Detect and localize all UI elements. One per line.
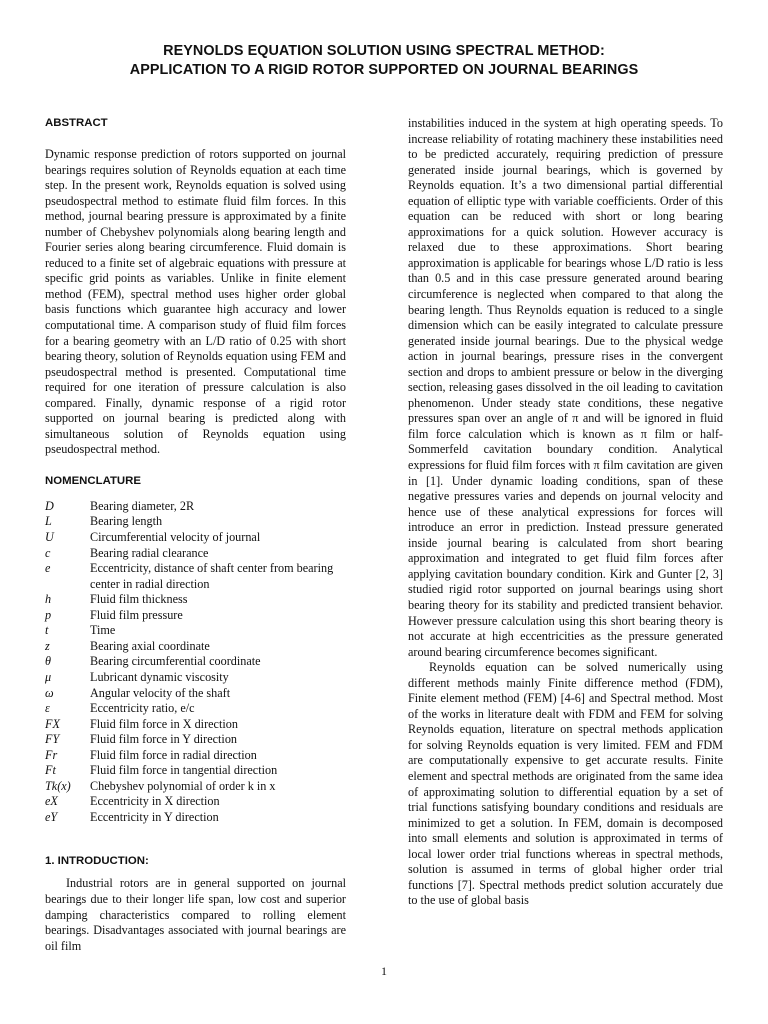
nomenclature-description: Eccentricity in X direction — [90, 794, 220, 809]
nomenclature-symbol: D — [45, 498, 54, 513]
nomenclature-description: Time — [90, 623, 116, 638]
nomenclature-symbol: t — [45, 623, 49, 638]
nomenclature-description: Bearing diameter, 2R — [90, 498, 195, 513]
nomenclature-heading: NOMENCLATURE — [45, 474, 141, 487]
nomenclature-row — [45, 530, 346, 546]
introduction-paragraph-2: Reynolds equation can be solved numerically using different methods mainly Finite difference method (FDM), Finite element method (FEM) [4-6] and Spectral method. Most of the works in literature dealt with FDM and FEM for solving Reynolds equation, literature on spectral methods application for solving Reynolds equation is very limited. FEM and FDM are computationally expensive to get accurate results. Finite element and spectral methods are originated from the same idea of approximating solution to differential equation by a set of trial functions satisfying boundary conditions and residuals are minimized to get a solution. In FEM, domain is decomposed into small elements and solution is approximated in terms of local lower order trial functions whereas in spectral methods, solution is assumed in terms of global higher order trial functions [7]. Spectral methods predict solution accurately due to the use of global basis — [408, 660, 723, 908]
nomenclature-row — [45, 499, 346, 515]
nomenclature-symbol: μ — [45, 669, 52, 684]
nomenclature-symbol: Tk(x) — [45, 778, 71, 793]
nomenclature-symbol: L — [45, 514, 52, 529]
nomenclature-row — [45, 794, 346, 810]
nomenclature-description: Eccentricity in Y direction — [90, 809, 219, 824]
nomenclature-row — [45, 748, 346, 764]
nomenclature-symbol: e — [45, 561, 51, 576]
nomenclature-symbol: p — [45, 607, 52, 622]
nomenclature-list — [45, 499, 346, 825]
nomenclature-description: Lubricant dynamic viscosity — [90, 669, 229, 684]
right-column — [408, 116, 723, 909]
nomenclature-row — [45, 623, 346, 639]
introduction-paragraph-1-continued: instabilities induced in the system at high operating speeds. To increase reliability of rotating machinery these instabilities need to be predicted accurately, requiring prediction of pressure generated inside journal bearings, which is governed by Reynolds equation. It’s a two dimensional partial differential equation of elliptic type with variable coefficients. Order of this equation can be reduced with short or long bearing approximations for a quick solution. However accuracy is relaxed due to these approximations. Short bearing approximation is applicable for bearings whose L/D ratio is less than 0.5 and in this case pressure generated around bearing circumference is neglected when compared to that along the bearing length. Thus Reynolds equation is reduced to a single dimension which can be easily integrated to calculate pressure generated inside journal bearings. Due to the physical wedge action in journal bearings, pressure rises in the convergent section and drops to ambient pressure or below in the diverging section, releasing gases dissolved in the oil leading to cavitation phenomenon. Under steady state conditions, these negative pressures span over an angle of π and will be ignored in fluid film force calculation which is known as π film or half- Sommerfeld cavitation boundary condition. Analytical expressions for fluid film forces with π film cavitation are given in [1]. Under dynamic loading conditions, span of these negative pressures varies and depends on journal velocity and hence use of these analytical expressions for forces will introduce an error in prediction. Instead pressure generated inside journal bearing is calculated from short bearing approximation and integrated to get fluid film forces after applying cavitation boundary condition. Kirk and Gunter [2, 3] studied rigid rotor supported on journal bearings using short bearing theory for its stability and predicted transient behavior. However pressure calculation using this short bearing theory is not accurate at high eccentricities as the pressure generated around bearing circumference becomes significant. — [408, 116, 723, 659]
nomenclature-description: Fluid film force in radial direction — [90, 747, 257, 762]
nomenclature-symbol: h — [45, 592, 52, 607]
nomenclature-row — [45, 514, 346, 530]
nomenclature-symbol: eX — [45, 794, 58, 809]
nomenclature-description: Circumferential velocity of journal — [90, 530, 261, 545]
nomenclature-symbol: FX — [45, 716, 60, 731]
nomenclature-description: Eccentricity, distance of shaft center from bearing center in radial direction — [90, 561, 334, 591]
nomenclature-symbol: θ — [45, 654, 51, 669]
nomenclature-symbol: c — [45, 545, 51, 560]
nomenclature-description: Fluid film force in X direction — [90, 716, 238, 731]
title-line-1: REYNOLDS EQUATION SOLUTION USING SPECTRAL METHOD: — [163, 43, 605, 59]
nomenclature-row — [45, 810, 346, 826]
nomenclature-description: Chebyshev polynomial of order k in x — [90, 778, 276, 793]
introduction-heading: 1. INTRODUCTION: — [45, 855, 149, 868]
nomenclature-row — [45, 561, 346, 592]
nomenclature-row — [45, 779, 346, 795]
nomenclature-row — [45, 732, 346, 748]
nomenclature-description: Fluid film thickness — [90, 592, 188, 607]
nomenclature-row — [45, 546, 346, 562]
nomenclature-description: Eccentricity ratio, e/c — [90, 701, 195, 716]
nomenclature-description: Angular velocity of the shaft — [90, 685, 231, 700]
nomenclature-symbol: Fr — [45, 747, 58, 762]
nomenclature-symbol: FY — [45, 732, 60, 747]
nomenclature-description: Bearing length — [90, 514, 163, 529]
nomenclature-row — [45, 639, 346, 655]
nomenclature-row — [45, 608, 346, 624]
abstract-text: Dynamic response prediction of rotors supported on journal bearings requires solution of Reynolds equation at each time step. In the present work, Reynolds equation is solved using pseudospectral method to estimate fluid film forces. In this method, journal bearing pressure is approximated by a finite number of Chebyshev polynomials along bearing length and Fourier series along bearing circumference. Fluid domain is reduced to a finite set of algebraic equations with pressure at specific grid points as variables. Unlike in finite element method (FEM), spectral method uses higher order global basis functions which guarantee high accuracy and lower computational time. A comparison study of fluid film forces for a bearing geometry with an L/D ratio of 0.25 with short bearing theory, solution of Reynolds equation using FEM and pseudospectral method is presented. Computational time required for one iteration of pressure calculation is also compared. Finally, dynamic response of a rigid rotor supported on journal bearing is predicted along with simultaneous solution of Reynolds equation using pseudospectral method. — [45, 147, 346, 457]
nomenclature-row — [45, 686, 346, 702]
nomenclature-description: Fluid film force in tangential direction — [90, 763, 278, 778]
nomenclature-symbol: ω — [45, 685, 54, 700]
nomenclature-row — [45, 763, 346, 779]
nomenclature-symbol: U — [45, 530, 54, 545]
nomenclature-description: Bearing axial coordinate — [90, 638, 210, 653]
introduction-paragraph-1: Industrial rotors are in general supported on journal bearings due to their longer life span, low cost and superior damping characteristics compared to rolling element bearings. Disadvantages associated with journal bearings are oil film — [45, 876, 346, 953]
nomenclature-symbol: z — [45, 638, 50, 653]
title-line-2: APPLICATION TO A RIGID ROTOR SUPPORTED ON JOURNAL BEARINGS — [129, 62, 639, 78]
nomenclature-description: Bearing radial clearance — [90, 545, 209, 560]
left-column — [45, 116, 346, 954]
page-number: 1 — [381, 964, 387, 978]
nomenclature-description: Fluid film pressure — [90, 607, 183, 622]
abstract-heading: ABSTRACT — [45, 117, 108, 129]
nomenclature-symbol: ε — [45, 701, 50, 716]
nomenclature-row — [45, 717, 346, 733]
paper-title — [0, 42, 768, 80]
nomenclature-row — [45, 592, 346, 608]
nomenclature-row — [45, 701, 346, 717]
nomenclature-row — [45, 670, 346, 686]
nomenclature-description: Fluid film force in Y direction — [90, 732, 238, 747]
nomenclature-symbol: Ft — [45, 763, 56, 778]
nomenclature-symbol: eY — [45, 809, 58, 824]
nomenclature-description: Bearing circumferential coordinate — [90, 654, 261, 669]
nomenclature-row — [45, 654, 346, 670]
